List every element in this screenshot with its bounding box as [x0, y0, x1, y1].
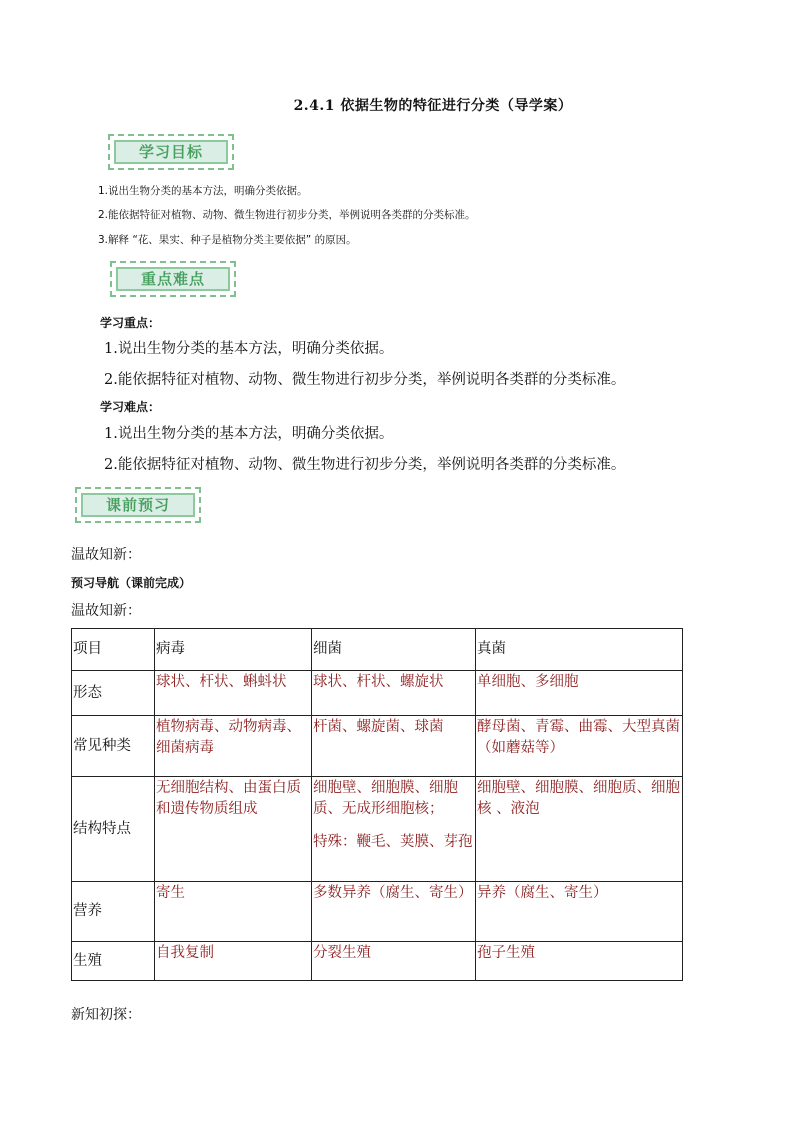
table-row [72, 942, 683, 981]
answer-cell: 自我复制 [155, 942, 312, 981]
guide-heading: 预习导航（课前完成） [71, 576, 192, 590]
row-label: 生殖 [72, 942, 155, 981]
answer-cell: 单细胞、多细胞 [476, 671, 683, 716]
answer-cell: 孢子生殖 [476, 942, 683, 981]
answer-cell: 球状、杆状、螺旋状 [312, 671, 476, 716]
review-heading: 温故知新： [71, 603, 141, 619]
row-label: 常见种类 [72, 716, 155, 777]
table-header-row [72, 629, 683, 671]
section-title: 重点难点 [140, 270, 205, 288]
answer-cell [312, 777, 476, 882]
row-label: 形态 [72, 671, 155, 716]
header-cell: 项目 [72, 629, 155, 671]
header-cell: 病毒 [155, 629, 312, 671]
page-title: 2.4.1 依据生物的特征进行分类（导学案） [293, 98, 573, 114]
answer-cell: 球状、杆状、蝌蚪状 [155, 671, 312, 716]
header-cell: 细菌 [312, 629, 476, 671]
answer-text: 细胞壁、细胞膜、细胞质、无成形细胞核； [313, 780, 458, 817]
answer-cell: 植物病毒、动物病毒、细菌病毒 [155, 716, 312, 777]
answer-cell: 无细胞结构、由蛋白质和遗传物质组成 [155, 777, 312, 882]
answer-cell: 酵母菌、青霉、曲霉、大型真菌（如蘑菇等） [476, 716, 683, 777]
difficulty-item: 1.说出生物分类的基本方法，明确分类依据。 [104, 426, 394, 442]
difficulty-label: 学习难点： [100, 400, 161, 414]
section-badge-objectives [108, 134, 234, 170]
answer-cell: 分裂生殖 [312, 942, 476, 981]
focus-label: 学习重点： [100, 316, 161, 330]
review-heading: 温故知新： [71, 547, 141, 563]
section-badge-preview [75, 487, 201, 523]
table-row [72, 716, 683, 777]
answer-cell: 寄生 [155, 882, 312, 942]
answer-cell: 多数异养（腐生、寄生） [312, 882, 476, 942]
objective-item: 3.解释 “花、果实、种子是植物分类主要依据” 的原因。 [98, 234, 357, 246]
section-badge-keypoints [110, 261, 236, 297]
comparison-table [71, 628, 683, 981]
table-row [72, 671, 683, 716]
answer-cell: 细胞壁、细胞膜、细胞质、细胞核 、液泡 [476, 777, 683, 882]
new-explore-heading: 新知初探： [71, 1007, 141, 1023]
row-label: 营养 [72, 882, 155, 942]
answer-cell: 异养（腐生、寄生） [476, 882, 683, 942]
focus-item: 2.能依据特征对植物、动物、微生物进行初步分类，举例说明各类群的分类标准。 [104, 372, 626, 388]
answer-cell: 杆菌、螺旋菌、球菌 [312, 716, 476, 777]
table-row [72, 777, 683, 882]
objective-item: 1.说出生物分类的基本方法，明确分类依据。 [98, 185, 308, 197]
section-title: 课前预习 [105, 496, 170, 514]
objective-item: 2.能依据特征对植物、动物、微生物进行初步分类，举例说明各类群的分类标准。 [98, 209, 476, 221]
header-cell: 真菌 [476, 629, 683, 671]
focus-item: 1.说出生物分类的基本方法，明确分类依据。 [104, 341, 394, 357]
answer-extra: 特殊：鞭毛、荚膜、芽孢 [313, 834, 473, 850]
row-label: 结构特点 [72, 777, 155, 882]
section-title: 学习目标 [138, 143, 203, 161]
difficulty-item: 2.能依据特征对植物、动物、微生物进行初步分类，举例说明各类群的分类标准。 [104, 457, 626, 473]
table-row [72, 882, 683, 942]
